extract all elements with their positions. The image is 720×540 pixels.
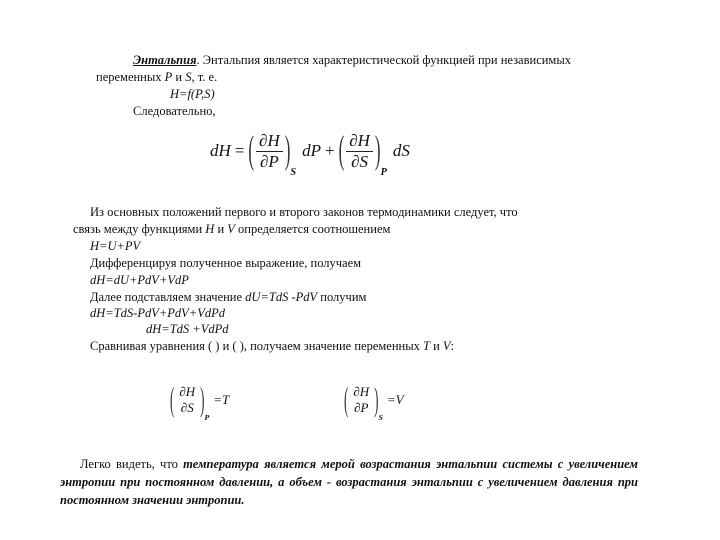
intro-line-1 <box>133 53 571 68</box>
subscript: P <box>204 413 210 422</box>
subscript: S <box>378 413 383 422</box>
compare-line <box>90 339 454 354</box>
right-paren-icon: ) <box>374 128 381 172</box>
text: и <box>214 222 228 236</box>
eq-dh-3: dH=TdS +VdPd <box>146 322 229 336</box>
derivation-line-1: Из основных положений первого и второго законов термодинамики следует, что <box>90 205 518 219</box>
plus: + <box>324 141 335 160</box>
partial-h-s <box>346 131 373 172</box>
left-paren-icon: ( <box>344 379 349 419</box>
denominator: ∂S <box>180 400 194 415</box>
function-definition: H=f(P,S) <box>170 87 215 101</box>
subscript: S <box>290 167 297 178</box>
numerator: ∂H <box>256 131 283 152</box>
equation-dh-partials <box>210 126 410 176</box>
text: , т. е. <box>191 70 218 84</box>
right-paren-icon: ) <box>374 379 379 419</box>
partial-h-p <box>256 131 283 172</box>
text: переменных <box>96 70 165 84</box>
dp: dP <box>302 141 321 160</box>
var-v: V <box>227 222 235 236</box>
consequently-text: Следовательно, <box>133 104 216 118</box>
partial-h-p <box>350 384 372 416</box>
eq-dh-1: dH=dU+PdV+VdP <box>90 273 189 287</box>
subst-line <box>90 290 366 305</box>
text: и <box>429 339 443 353</box>
numerator: ∂H <box>353 384 370 399</box>
var-t: T <box>423 339 430 353</box>
intro-text: . Энтальпия является характеристической функцией при независимых <box>196 53 571 67</box>
left-paren-icon: ( <box>170 379 175 419</box>
text: Сравнивая уравнения ( ) и ( ), получаем значение переменных <box>90 339 423 353</box>
equation-temperature <box>170 380 229 420</box>
left-paren-icon: ( <box>338 128 345 172</box>
denominator: ∂S <box>351 151 369 171</box>
text: и <box>172 70 186 84</box>
text: Далее подставляем значение <box>90 290 246 304</box>
derivation-line-2 <box>73 222 390 237</box>
diff-text: Дифференцируя полученное выражение, получаем <box>90 256 362 270</box>
ds: dS <box>392 141 410 160</box>
eq-h-upv: H=U+PV <box>90 239 141 253</box>
subscript: P <box>380 167 387 178</box>
numerator: ∂H <box>346 131 373 152</box>
right-paren-icon: ) <box>200 379 205 419</box>
equation-volume <box>344 380 404 420</box>
denominator: ∂P <box>259 151 279 171</box>
var-v: V <box>442 339 451 353</box>
text: связь между функциями <box>73 222 206 236</box>
eq-dh-2: dH=TdS-PdV+PdV+VdPd <box>90 306 226 320</box>
text: : <box>450 339 455 353</box>
denominator: ∂P <box>354 400 369 415</box>
numerator: ∂H <box>179 384 196 399</box>
intro-line-2 <box>96 70 217 85</box>
term-enthalpy: Энтальпия <box>133 53 197 67</box>
eq-sign: = <box>234 141 245 160</box>
var-h: H <box>205 222 215 236</box>
right-paren-icon: ) <box>284 128 291 172</box>
conclusion-paragraph <box>60 455 638 509</box>
rhs: =V <box>386 392 404 407</box>
partial-h-s <box>176 384 198 416</box>
var-p: P <box>164 70 173 84</box>
conclusion-plain: Легко видеть, что <box>80 457 184 471</box>
conclusion-emphasis: температура является мерой возрастания энтальпии системы с увеличением энтропии при постоянном давлении, а объем - возрастания энтальпии с увеличением давления при постоянном значении энтропии. <box>60 457 638 507</box>
var-s: S <box>185 70 192 84</box>
eq-lhs: dH <box>210 141 231 160</box>
text: получим <box>317 290 367 304</box>
text: определяется соотношением <box>234 222 391 236</box>
left-paren-icon: ( <box>248 128 255 172</box>
rhs: =T <box>213 392 230 407</box>
eq-du: dU=TdS -PdV <box>245 290 318 304</box>
